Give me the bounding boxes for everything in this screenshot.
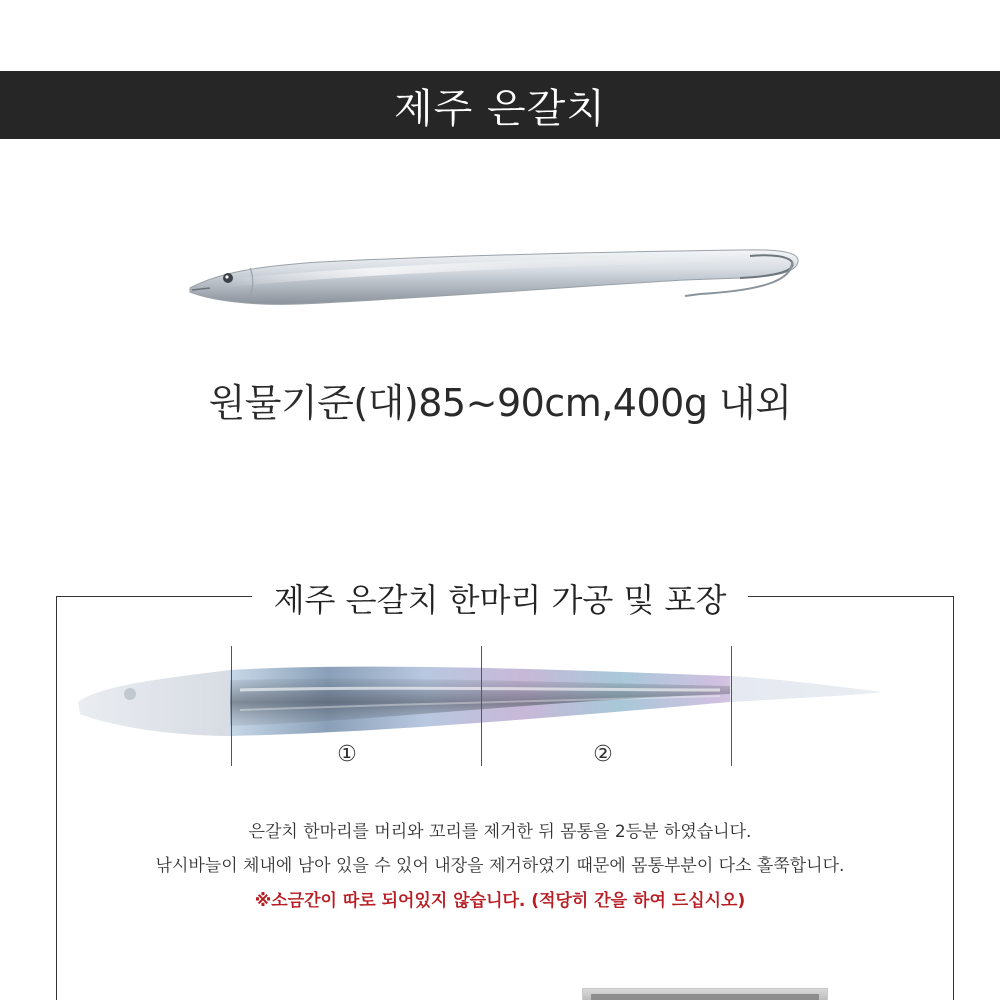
description-line-2: 낚시바늘이 체내에 남아 있을 수 있어 내장을 제거하였기 때문에 몸통부분이 다소 홀쭉합니다. [155,856,845,876]
cut-line-tail [731,646,732,766]
cut-diagram-fish-image [70,640,890,770]
page-title: 제주 은갈치 [394,85,606,132]
size-spec-text: 원물기준(대)85~90cm,400g 내외 [208,381,792,425]
package-photo-preview [582,988,828,1000]
section-label-2: ② [593,742,613,767]
description-line-1: 은갈치 한마리를 머리와 꼬리를 제거한 뒤 몸통을 2등분 하였습니다. [248,822,752,842]
package-photo-inner [591,994,819,1000]
whole-fish-image [180,238,810,318]
title-bar [0,71,1000,139]
cut-line-middle [481,646,482,766]
processing-title: 제주 은갈치 한마리 가공 및 포장 [252,578,749,622]
salt-warning-text: ※소금간이 따로 되어있지 않습니다. (적당히 간을 하여 드십시오) [254,891,746,911]
section-label-1: ① [337,742,357,767]
processing-title-wrap [0,578,1000,622]
cut-line-head [231,646,232,766]
